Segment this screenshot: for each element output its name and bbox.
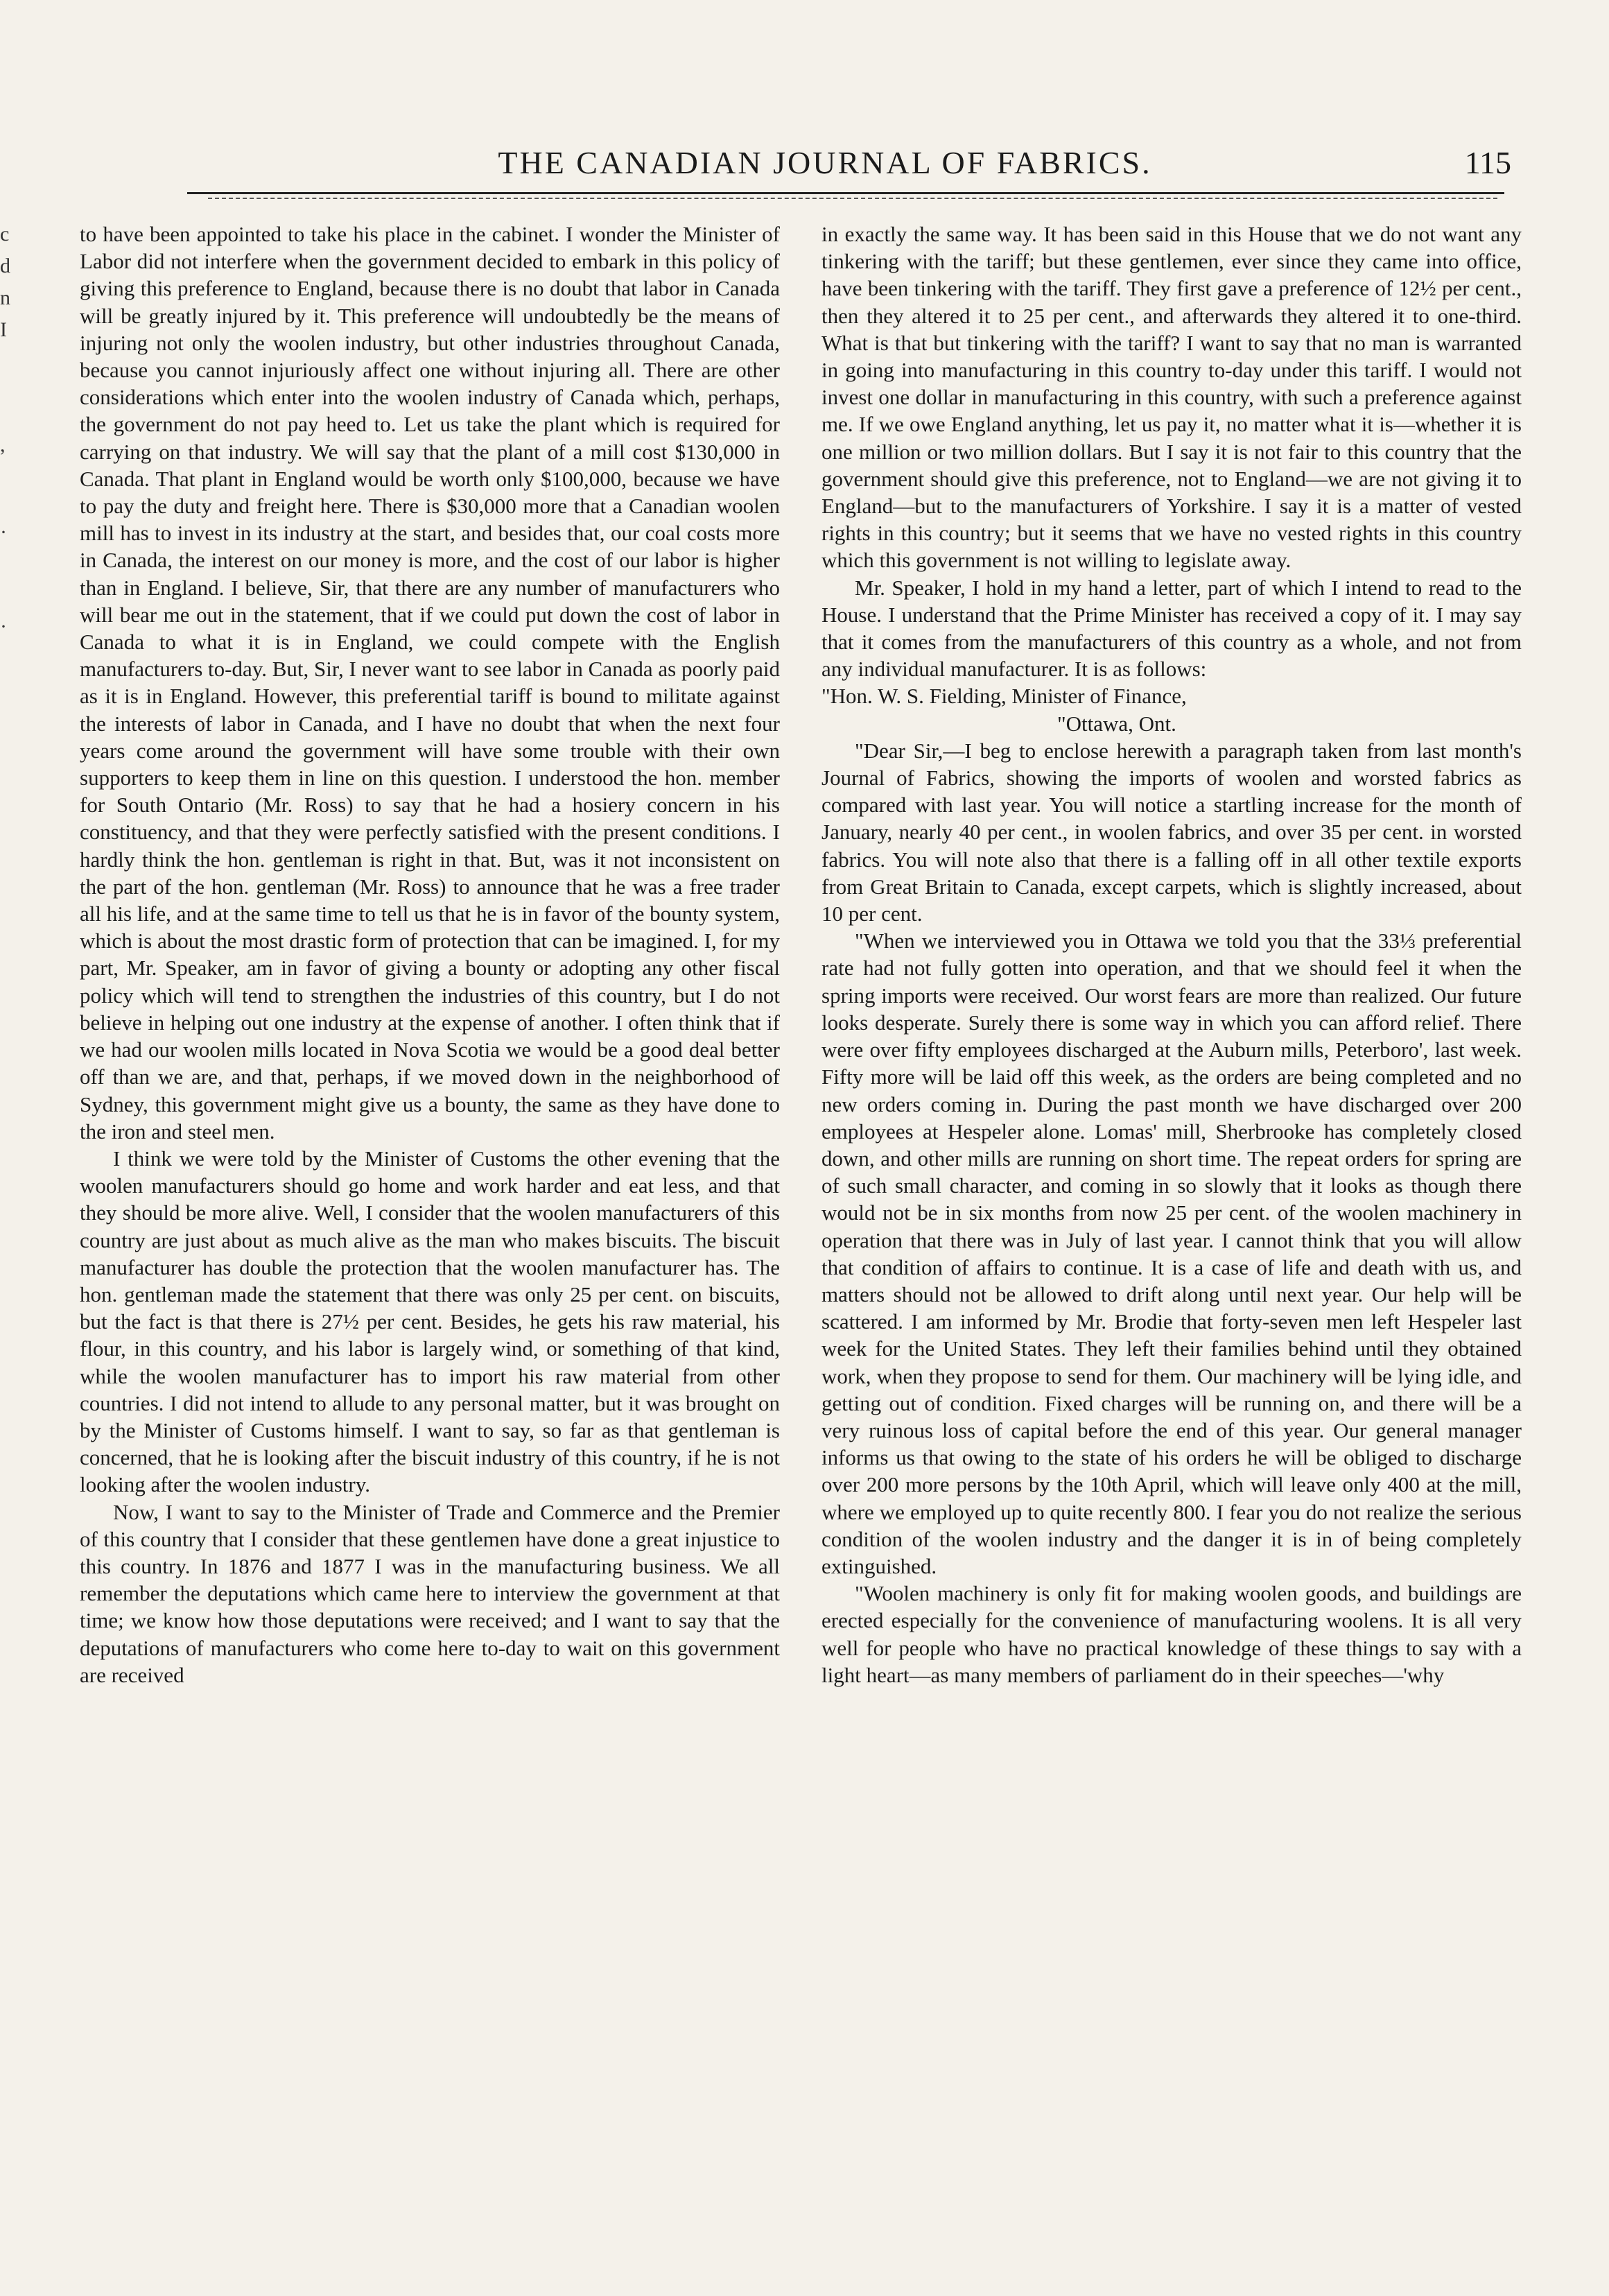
left-column — [80, 221, 780, 1689]
letter-paragraph: "Woolen machinery is only fit for making woolen goods, and buildings are erected especially for the convenience of manufacturing woolens. It is all very well for people who have no practical knowledge of these things to say with a light heart—as many members of parliament do in their speeches—'why — [821, 1581, 1522, 1687]
page-number: 115 — [1464, 145, 1511, 180]
letter-paragraph: "When we interviewed you in Ottawa we told you that the 33⅓ preferential rate had not fully gotten into operation, and that we should feel it when the spring imports were received. Our worst fears are more than realized. Our future looks desperate. Surely there is some way in which you can afford relief. There were over fifty employees discharged at the Auburn mills, Peterboro', last week. Fifty more will be laid off this week, as the orders are being completed and no new orders coming in. During the past month we have discharged over 200 employees at Hespeler alone. Lomas' mill, Sherbrooke has completely closed down, and other mills are running on short time. The repeat orders for spring are of such small character, and coming in so slowly that it looks as though there would not be in six months from now 25 per cent. of the woolen machinery in operation that there was in July of last year. I cannot think that you will allow that condition of affairs to continue. It is a case of life and death with us, and matters should not be allowed to drift along until next year. Our help will be scattered. I am informed by Mr. Brodie that forty-seven men left Hespeler last week for the United States. They left their families behind until they obtained work, when they propose to send for them. Our machinery will be lying idle, and getting out of condition. Fixed charges will be running on, and there will be a very ruinous loss of capital before the end of this year. Our general manager informs us that owing to the state of his orders he will be obliged to discharge over 200 more persons by the 10th April, which will leave only 400 at the mill, where we employed up to quite recently 800. I fear you do not realize the serious condition of the woolen industry and the danger it is in of being completely extinguished. — [821, 929, 1522, 1578]
letter-paragraph: "Dear Sir,—I beg to enclose herewith a paragraph taken from last month's Journal of Fabrics, showing the imports of woolen and worsted fabrics as compared with last year. You will notice a startling increase for the month of January, nearly 40 per cent., in woolen fabrics, and over 35 per cent. in worsted fabrics. You will note also that there is a falling off in all other textile exports from Great Britain to Canada, except carpets, which is slightly increased, about 10 per cent. — [821, 738, 1522, 926]
page-header — [139, 142, 1511, 184]
paragraph: to have been appointed to take his place in the cabinet. I wonder the Minister of Labor did not interfere when the government decided to embark in this policy of giving this preference to England, because there is no doubt that labor in Canada will be greatly injured by it. This preference will undoubtedly be the means of injuring not only the woolen industry, but other industries throughout Canada, because you cannot injuriously affect one without injuring all. There are other considerations which enter into the woolen industry of Canada which, perhaps, the government do not pay heed to. Let us take the plant which is required for carrying on that industry. We will say that the plant of a mill cost $130,000 in Canada. That plant in England would be worth only $100,000, because we have to pay the duty and freight here. There is $30,000 more that a Canadian woolen mill has to invest in its industry at the start, and besides that, our coal costs more in Canada, the interest on our money is more, and the cost of our labor is higher than in England. I believe, Sir, that there are any number of manufacturers who will bear me out in the statement, that if we could put down the cost of labor in Canada to what it is in England, we could compete with the English manufacturers to-day. But, Sir, I never want to see labor in Canada as poorly paid as it is in England. However, this preferential tariff is bound to militate against the interests of labor in Canada, and I have no doubt that when the next four years come around the government will have some trouble with their own supporters to keep them in line on this question. I understood the hon. member for South Ontario (Mr. Ross) to say that he had a hosiery concern in his constituency, and that they were perfectly satisfied with the present conditions. I hardly think the hon. gentleman is right in that. But, was it not inconsistent on the part of the hon. gentleman (Mr. Ross) to announce that he was a free trader all his life, and at the same time to tell us that he is in favor of the bounty system, which is about the most drastic form of protection that can be imagined. I, for my part, Mr. Speaker, am in favor of giving a bounty or adopting any other fiscal policy which will tend to strengthen the industries of this country, but I do not believe in helping out one industry at the expense of another. I often think that if we had our woolen mills located in Nova Scotia we would be a good deal better off than we are, and that, perhaps, if we moved down in the neighborhood of Sydney, this government might give us a bounty, the same as they have done to the iron and steel men. — [80, 222, 780, 1143]
letter-city: "Ottawa, Ont. — [1057, 711, 1176, 736]
header-rule — [187, 192, 1504, 194]
margin-mark: n — [0, 286, 10, 309]
letter-addressee: "Hon. W. S. Fielding, Minister of Finance, — [821, 684, 1187, 709]
paragraph: I think we were told by the Minister of Customs the other evening that the woolen manufacturers should go home and work harder and eat less, and that they should be more alive. Well, I consider that the woolen manufacturers of this country are just about as much alive as the man who makes biscuits. The biscuit manufacturer has double the protection that the woolen manufacturer has. The hon. gentleman made the statement that there was only 25 per cent. on biscuits, but the fact is that there is 27½ per cent. Besides, he gets his raw material, his flour, in this country, and his labor is largely wind, or something of that kind, while the woolen manufacturer has to import his raw material from other countries. I did not intend to allude to any personal matter, but it was brought on by the Minister of Customs himself. I want to say, so far as that gentleman is concerned, that he is looking after the biscuit industry of this country, if he is not looking after the woolen industry. — [80, 1146, 780, 1497]
header-rule-secondary — [208, 198, 1497, 199]
journal-title: THE CANADIAN JOURNAL OF FABRICS. — [498, 145, 1152, 180]
paragraph: Now, I want to say to the Minister of Trade and Commerce and the Premier of this country that I consider that these gentlemen have done a great injustice to this country. In 1876 and 1877 I was in the manufacturing business. We all remember the deputations which came here to interview the government at that time; we know how those deputations were received; and I want to say that the deputations of manufacturers who come here to-day to wait on this government are received — [80, 1499, 780, 1687]
margin-mark: I — [0, 318, 7, 341]
margin-marks — [0, 218, 28, 643]
margin-mark: d — [0, 254, 10, 277]
margin-mark: · — [0, 615, 7, 638]
margin-mark: · — [0, 521, 7, 544]
margin-mark: c — [0, 223, 10, 245]
paragraph: Mr. Speaker, I hold in my hand a letter, part of which I intend to read to the House. I understand that the Prime Minister has received a copy of it. I may say that it comes from the manufacturers of this country as a whole, and not from any individual manufacturer. It is as follows: — [821, 575, 1522, 682]
right-column — [821, 221, 1522, 1689]
paragraph: in exactly the same way. It has been said in this House that we do not want any tinkering with the tariff; but these gentlemen, ever since they came into office, have been tinkering with the tariff. They first gave a preference of 12½ per cent., then they altered it to 25 per cent., and afterwards they altered it to one-third. What is that but tinkering with the tariff? I want to say that no man is warranted in going into manufacturing in this country to-day under this tariff. I would not invest one dollar in manufacturing in this country, with such a preference against me. If we owe England anything, let us pay it, no matter what it is—whether it is one million or two million dollars. But I say it is not fair to this country that the government should give this preference, not to England—we are not giving it to England—but to the manufacturers of Yorkshire. I say it is a matter of vested rights in this country; but it seems that we have no vested rights in this country which this government is not willing to legislate away. — [821, 222, 1522, 573]
margin-mark: , — [0, 433, 6, 456]
